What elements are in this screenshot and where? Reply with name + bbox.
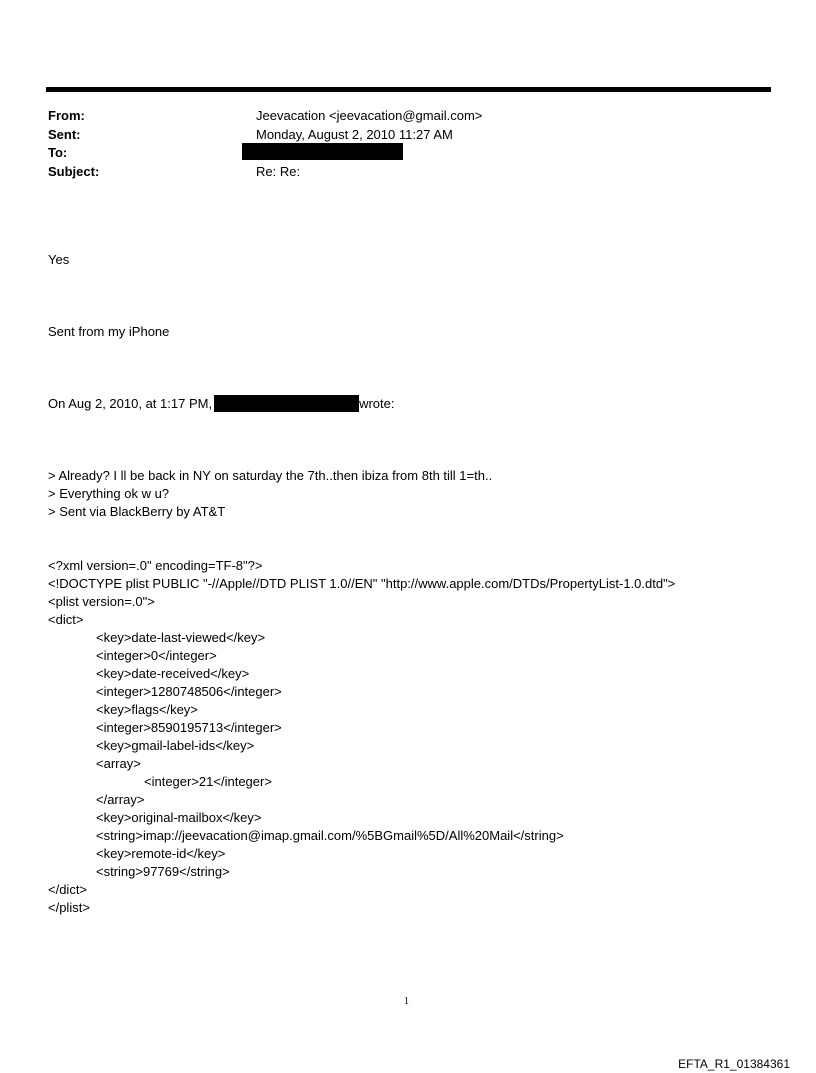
to-redaction xyxy=(242,143,403,160)
plist-line: <array> xyxy=(96,756,141,771)
plist-block xyxy=(48,557,675,917)
page-number: 1 xyxy=(404,996,409,1007)
sent-label: Sent: xyxy=(48,126,81,142)
subject-row xyxy=(48,163,748,182)
plist-line: <integer>0</integer> xyxy=(96,648,217,663)
sent-value: Monday, August 2, 2010 11:27 AM xyxy=(256,126,453,142)
plist-line: <!DOCTYPE plist PUBLIC "-//Apple//DTD PLIST 1.0//EN" "http://www.apple.com/DTDs/PropertyList-1.0.dtd"> xyxy=(48,576,676,591)
attribution-redaction xyxy=(214,395,359,412)
quoted-line: > Already? I ll be back in NY on saturday the 7th..then ibiza from 8th till 1=th.. xyxy=(48,468,493,483)
sent-row xyxy=(48,126,748,145)
attribution-line xyxy=(48,395,675,413)
plist-line: <plist version=.0"> xyxy=(48,594,155,609)
plist-line: <key>gmail-label-ids</key> xyxy=(96,738,255,753)
reply-text: Yes xyxy=(48,252,70,267)
plist-line: <key>date-last-viewed</key> xyxy=(96,630,266,645)
attribution-suffix: wrote: xyxy=(359,396,395,411)
plist-line: <key>remote-id</key> xyxy=(96,846,226,861)
to-label: To: xyxy=(48,145,68,160)
quoted-message xyxy=(48,467,675,521)
from-label: From: xyxy=(48,108,85,123)
subject-label: Subject: xyxy=(48,163,100,179)
plist-line: <dict> xyxy=(48,612,84,627)
plist-line: <key>original-mailbox</key> xyxy=(96,810,262,825)
plist-line: <key>date-received</key> xyxy=(96,666,250,681)
plist-line: <key>flags</key> xyxy=(96,702,198,717)
from-value: Jeevacation <jeevacation@gmail.com> xyxy=(256,108,483,123)
signature-text: Sent from my iPhone xyxy=(48,324,170,339)
plist-line: </array> xyxy=(96,792,145,807)
plist-line: <integer>21</integer> xyxy=(144,774,272,789)
quoted-line: > Everything ok w u? xyxy=(48,486,170,501)
plist-line: </plist> xyxy=(48,900,90,915)
header-divider xyxy=(46,87,771,92)
email-body xyxy=(48,215,675,935)
plist-line: <string>97769</string> xyxy=(96,864,230,879)
subject-value: Re: Re: xyxy=(256,163,301,179)
plist-line: <integer>1280748506</integer> xyxy=(96,684,282,699)
plist-line: <integer>8590195713</integer> xyxy=(96,720,282,735)
plist-line: </dict> xyxy=(48,882,88,897)
plist-line: <?xml version=.0" encoding=TF-8"?> xyxy=(48,558,263,573)
from-row xyxy=(48,107,748,126)
quoted-line: > Sent via BlackBerry by AT&T xyxy=(48,504,226,519)
attribution-prefix: On Aug 2, 2010, at 1:17 PM, xyxy=(48,396,213,411)
document-id: EFTA_R1_01384361 xyxy=(678,1057,790,1071)
plist-line: <string>imap://jeevacation@imap.gmail.com/%5BGmail%5D/All%20Mail</string> xyxy=(96,828,564,843)
